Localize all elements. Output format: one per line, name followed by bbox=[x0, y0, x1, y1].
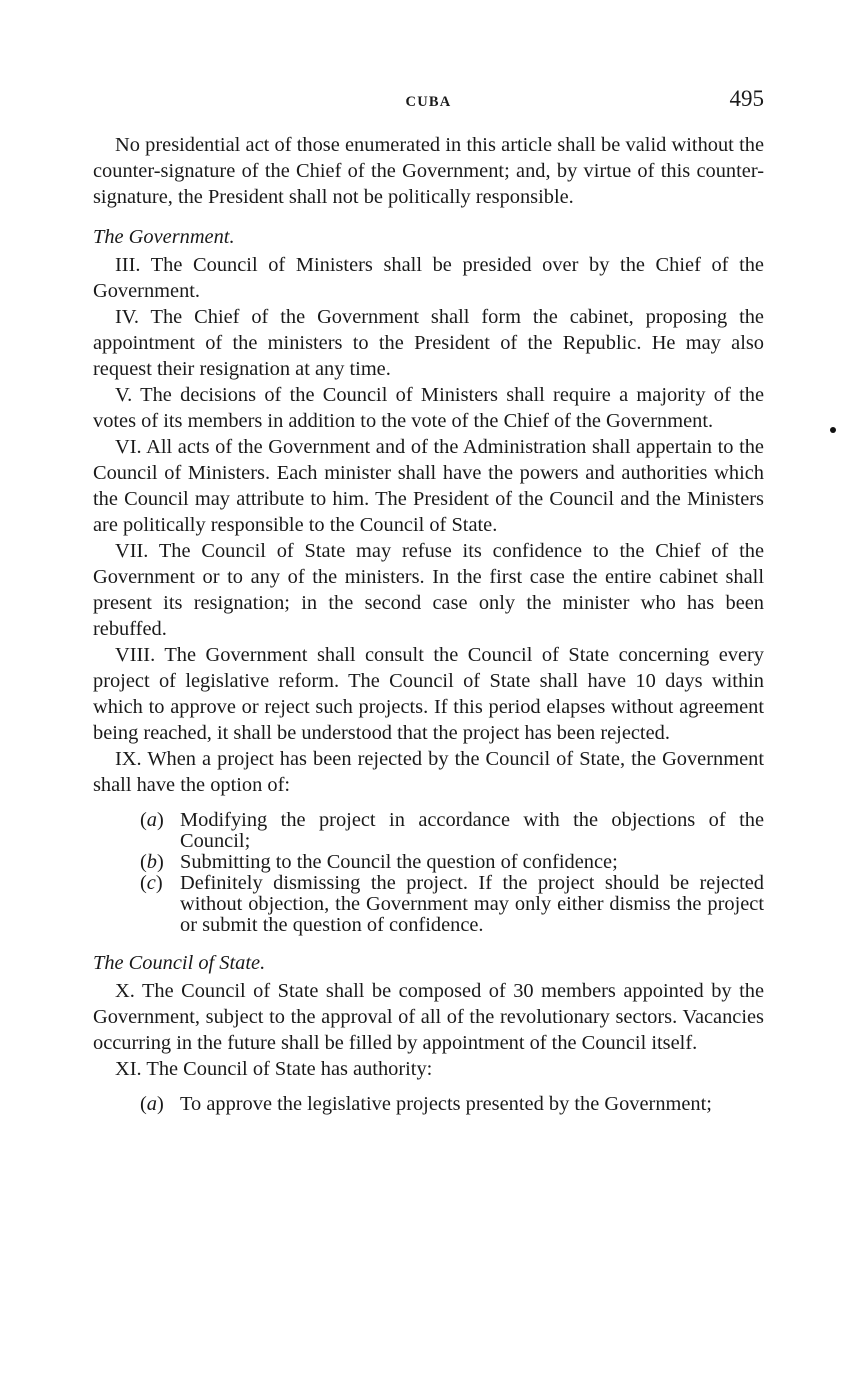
list-marker: (c) bbox=[140, 872, 163, 894]
list-marker: (a) bbox=[140, 809, 164, 831]
list-item bbox=[140, 810, 764, 852]
section-heading-government: The Government. bbox=[93, 226, 235, 248]
article-text: The Government shall consult the Council of State concerning every project of legislative reform. The Council of State shall have 10 days within which to approve or reject such projects. If this period elapses without agreement being reached, it shall be understood that the project has been rejected. bbox=[93, 644, 765, 744]
article-text: The Council of Ministers shall be presided over by the Chief of the Government. bbox=[93, 254, 764, 302]
article-x bbox=[93, 978, 764, 1056]
list-item bbox=[140, 873, 764, 936]
government-options-list bbox=[93, 810, 764, 936]
article-text: The Council of State has authority: bbox=[146, 1058, 433, 1080]
list-marker: (a) bbox=[140, 1093, 164, 1115]
article-iv bbox=[93, 304, 764, 382]
article-iii bbox=[93, 252, 764, 304]
article-viii bbox=[93, 642, 764, 746]
article-number: X. bbox=[115, 980, 135, 1002]
article-vi bbox=[93, 434, 764, 538]
article-number: IX. bbox=[115, 748, 142, 770]
section-heading-council-of-state: The Council of State. bbox=[93, 952, 266, 974]
list-marker: (b) bbox=[140, 851, 164, 873]
article-number: IV. bbox=[115, 306, 139, 328]
article-text: The Chief of the Government shall form the cabinet, proposing the appointment of the ministers to the President of the Republic. He may also request their resignation at any time. bbox=[93, 306, 764, 380]
article-text: The decisions of the Council of Ministers shall require a majority of the votes of its members in addition to the vote of the Chief of the Government. bbox=[93, 384, 765, 432]
intro-paragraph: No presidential act of those enumerated in this article shall be valid without the counter-signature of the Chief of the Government; and, by virtue of this counter-signature, the President shall not be politically responsible. bbox=[93, 134, 764, 208]
article-text: The Council of State shall be composed of 30 members appointed by the Government, subject to the approval of all of the revolutionary sectors. Vacancies occurring in the future shall be filled by appointment of the Council itself. bbox=[93, 980, 764, 1054]
article-v bbox=[93, 382, 764, 434]
page-number: 495 bbox=[729, 86, 764, 111]
list-item-text: Modifying the project in accordance with the objections of the Council; bbox=[180, 809, 764, 852]
article-number: III. bbox=[115, 254, 141, 276]
article-number: V. bbox=[115, 384, 133, 406]
article-xi bbox=[93, 1056, 764, 1082]
print-speck bbox=[830, 427, 836, 433]
list-item-text: Definitely dismissing the project. If the project should be rejected without objection, the Government may only either dismiss the project or submit the question of confidence. bbox=[180, 872, 764, 936]
list-item-text: To approve the legislative projects presented by the Government; bbox=[180, 1093, 712, 1115]
article-number: VI. bbox=[115, 436, 142, 458]
article-number: XI. bbox=[115, 1058, 142, 1080]
document-page bbox=[93, 86, 764, 1129]
article-ix bbox=[93, 746, 764, 798]
list-item bbox=[140, 852, 764, 873]
article-text: The Council of State may refuse its confidence to the Chief of the Government or to any of the ministers. In the first case the entire cabinet shall present its resignation; in the second case only the minister who has been rebuffed. bbox=[93, 540, 764, 640]
running-head: CUBA bbox=[405, 94, 452, 110]
article-number: VII. bbox=[115, 540, 149, 562]
council-options-list bbox=[93, 1094, 764, 1115]
page-header bbox=[93, 86, 764, 118]
article-number: VIII. bbox=[115, 644, 156, 666]
article-vii bbox=[93, 538, 764, 642]
list-item-text: Submitting to the Council the question of confidence; bbox=[180, 851, 618, 873]
article-text: All acts of the Government and of the Administration shall appertain to the Council of Ministers. Each minister shall have the powers and authorities which the Council may attribute to him. The President of the Council and the Ministers are politically responsible to the Council of State. bbox=[93, 436, 764, 536]
list-item bbox=[140, 1094, 764, 1115]
article-text: When a project has been rejected by the Council of State, the Government shall have the option of: bbox=[93, 748, 764, 796]
